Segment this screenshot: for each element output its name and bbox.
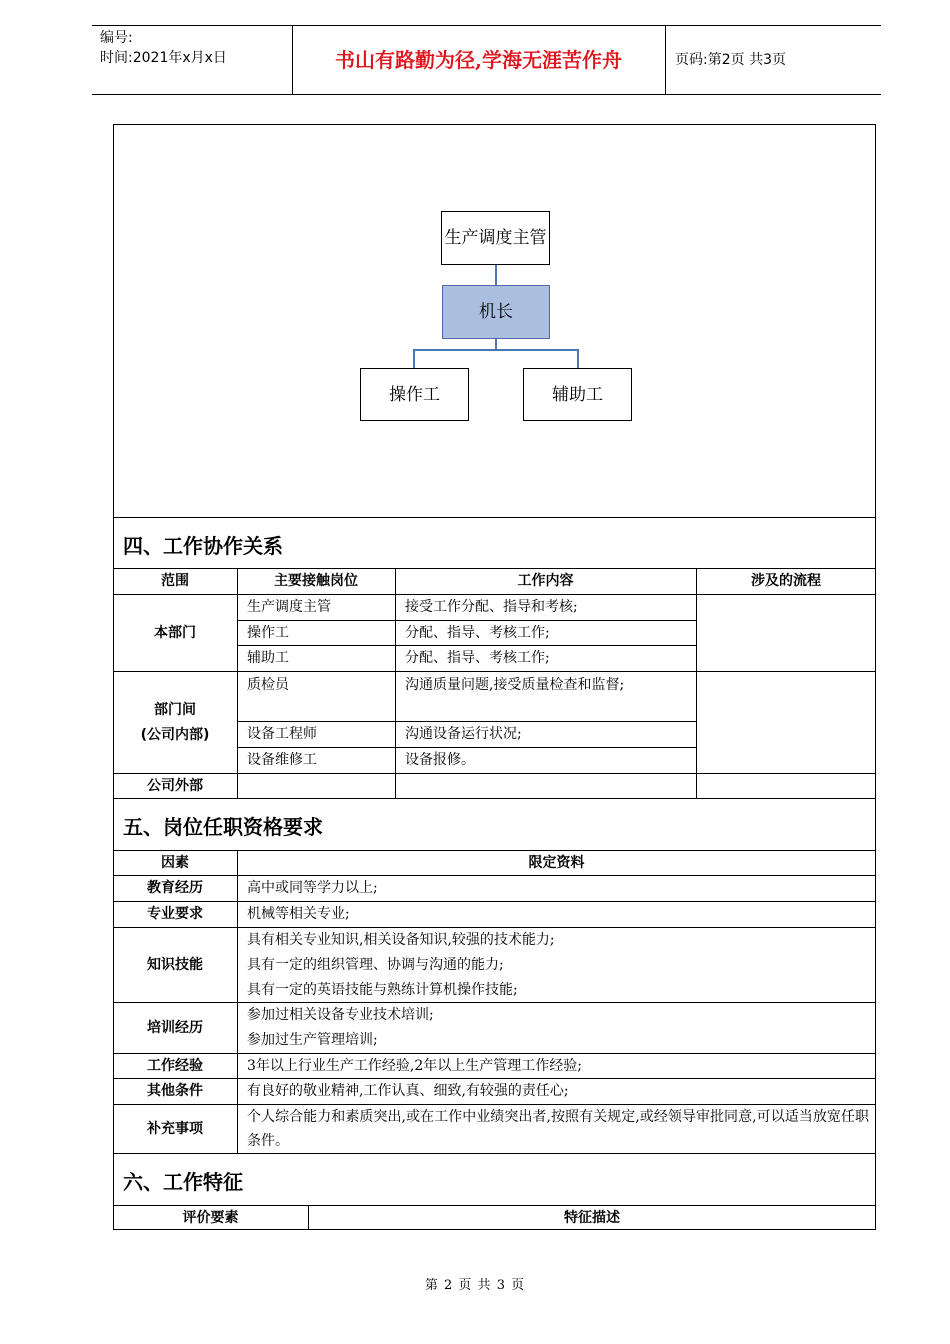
document-number-label: 编号: xyxy=(100,30,133,46)
factor-label: 知识技能 xyxy=(147,957,203,973)
table-header-cell: 工作内容 xyxy=(517,573,574,589)
table-rule xyxy=(237,568,238,798)
factor-label: 专业要求 xyxy=(147,906,203,922)
table-header-cell: 评价要素 xyxy=(182,1210,239,1226)
contact-post: 操作工 xyxy=(247,625,289,641)
header-meta xyxy=(100,28,292,68)
requirement-text: 具有一定的组织管理、协调与沟通的能力; xyxy=(247,957,504,973)
org-connector xyxy=(577,349,579,368)
contact-post: 设备工程师 xyxy=(247,726,317,742)
table-header-cell: 特征描述 xyxy=(564,1210,620,1226)
header-motto: 书山有路勤为径,学海无涯苦作舟 xyxy=(335,48,622,72)
requirement-text: 具有相关专业知识,相关设备知识,较强的技术能力; xyxy=(247,932,555,948)
header-page-label: 页码:第2页 共3页 xyxy=(675,52,786,68)
table-header-cell: 涉及的流程 xyxy=(751,573,821,589)
factor-label: 教育经历 xyxy=(147,880,203,896)
document-time-label: 时间:2021年x月x日 xyxy=(100,50,227,66)
requirement-text: 3年以上行业生产工作经验,2年以上生产管理工作经验; xyxy=(247,1058,582,1074)
table-rule xyxy=(113,1002,876,1003)
work-content: 分配、指导、考核工作; xyxy=(405,650,550,666)
factor-label: 补充事项 xyxy=(147,1121,203,1137)
contact-post: 辅助工 xyxy=(247,650,289,666)
scope-label-external: 公司外部 xyxy=(147,778,203,794)
requirement-text: 机械等相关专业; xyxy=(247,906,350,922)
work-content: 接受工作分配、指导和考核; xyxy=(405,599,578,615)
section5-title: 五、岗位任职资格要求 xyxy=(123,815,323,839)
section4-title: 四、工作协作关系 xyxy=(123,534,283,558)
requirement-text: 高中或同等学力以上; xyxy=(247,880,378,896)
requirement-text: 个人综合能力和素质突出,或在工作中业绩突出者,按照有关规定,或经领导审批同意,可以适当放宽任职条件。 xyxy=(247,1109,869,1149)
work-content: 沟通设备运行状况; xyxy=(405,726,522,742)
scope-label-inter-sub: (公司内部) xyxy=(140,727,210,743)
table-header-cell: 主要接触岗位 xyxy=(274,573,358,589)
contact-post: 生产调度主管 xyxy=(247,599,331,615)
factor-label: 工作经验 xyxy=(147,1058,203,1074)
page-footer: 第 2 页 共 3 页 xyxy=(424,1278,526,1293)
table-header-cell: 限定资料 xyxy=(528,855,585,871)
table-header-cell: 因素 xyxy=(161,855,189,871)
work-content: 分配、指导、考核工作; xyxy=(405,625,550,641)
org-connector xyxy=(413,349,579,351)
factor-label: 培训经历 xyxy=(147,1020,203,1036)
table-rule xyxy=(113,671,876,672)
table-header-cell: 范围 xyxy=(161,573,189,589)
scope-label-dept: 本部门 xyxy=(154,625,196,641)
page-header xyxy=(92,25,881,95)
requirement-text: 具有一定的英语技能与熟练计算机操作技能; xyxy=(247,982,518,998)
org-node-sub1: 操作工 xyxy=(360,368,469,421)
org-connector xyxy=(413,349,415,368)
work-content: 设备报修。 xyxy=(405,752,475,768)
org-node-role: 机长 xyxy=(442,285,550,339)
table-rule xyxy=(113,798,876,799)
requirement-text: 参加过生产管理培训; xyxy=(247,1032,378,1048)
contact-post: 质检员 xyxy=(247,677,289,693)
requirement-text: 有良好的敬业精神,工作认真、细致,有较强的责任心; xyxy=(247,1083,569,1099)
section6-title: 六、工作特征 xyxy=(123,1170,243,1194)
header-divider xyxy=(665,26,666,94)
work-content: 沟通质量问题,接受质量检查和监督; xyxy=(405,677,625,693)
org-node-supervisor: 生产调度主管 xyxy=(441,211,550,265)
org-node-sub2: 辅助工 xyxy=(523,368,632,421)
org-connector xyxy=(495,265,497,285)
contact-post: 设备维修工 xyxy=(247,752,317,768)
table-rule xyxy=(113,1153,876,1154)
table-rule xyxy=(113,517,876,518)
factor-label: 其他条件 xyxy=(147,1083,203,1099)
scope-label-inter: 部门间 xyxy=(154,702,196,718)
table-rule xyxy=(395,568,396,798)
requirement-text: 参加过相关设备专业技术培训; xyxy=(247,1007,434,1023)
table-rule xyxy=(696,568,697,798)
